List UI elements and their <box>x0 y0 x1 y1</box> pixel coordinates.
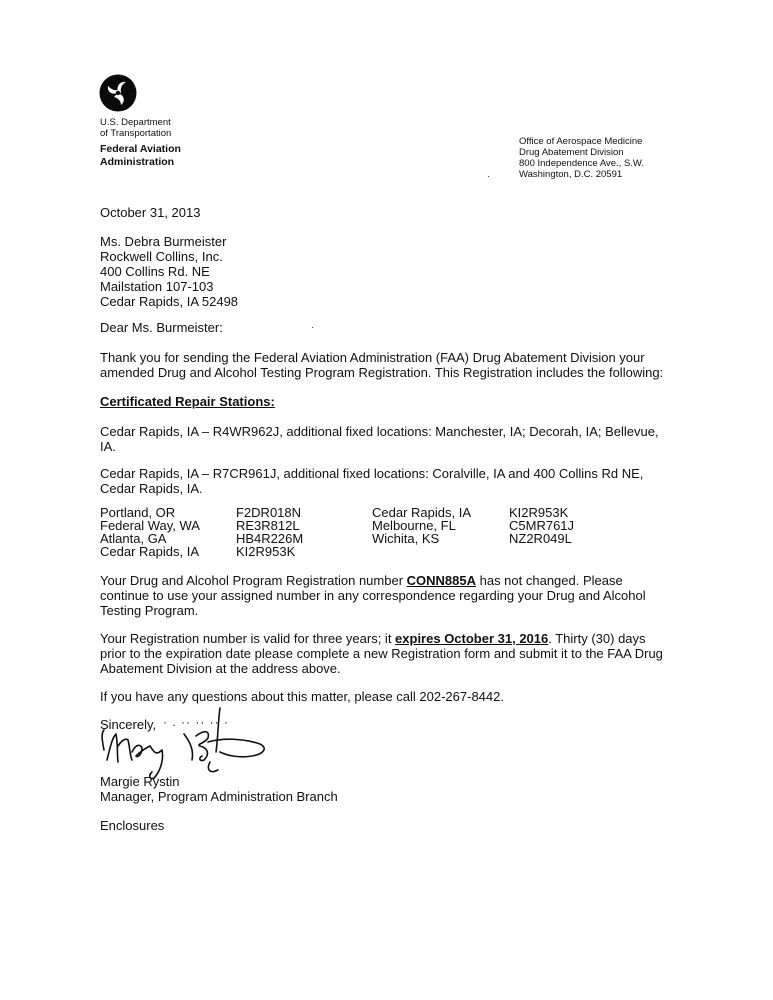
paragraph-line: Cedar Rapids, IA – R4WR962J, additional fixed locations: Manchester, IA; Decorah, IA; Bellevue, <box>100 424 659 439</box>
salutation: Dear Ms. Burmeister: <box>100 320 223 335</box>
section-heading: Certificated Repair Stations: <box>100 394 275 409</box>
paragraph-line: Thank you for sending the Federal Aviation Administration (FAA) Drug Abatement Division your <box>100 350 645 365</box>
intro-paragraph <box>100 350 663 380</box>
stations-table <box>100 506 620 558</box>
paragraph-line <box>100 631 663 646</box>
office-line: Drug Abatement Division <box>519 147 624 158</box>
text-run: Your Drug and Alcohol Program Registration number <box>100 573 407 588</box>
registration-paragraph <box>100 573 646 618</box>
enclosures-note: Enclosures <box>100 818 165 833</box>
registration-number: CONN885A <box>406 573 476 588</box>
address-line: 400 Collins Rd. NE <box>100 264 210 279</box>
expiration-date: expires October 31, 2016 <box>395 631 549 646</box>
table-cell-location: Cedar Rapids, IA <box>372 505 471 520</box>
letter-date: October 31, 2013 <box>100 205 201 220</box>
recipient-address <box>100 234 238 309</box>
closing: Sincerely, <box>100 717 157 732</box>
validity-paragraph <box>100 631 663 676</box>
table-cell-location: Melbourne, FL <box>372 518 456 533</box>
table-cell-code: NZ2R049L <box>509 531 572 546</box>
paragraph-line: prior to the expiration date please complete a new Registration form and submit it to the FAA Drug <box>100 646 663 661</box>
agency-line: U.S. Department <box>100 117 171 128</box>
scan-speck: · <box>311 322 314 332</box>
signature-dots: · . ·· ·· ·· · <box>163 715 229 729</box>
table-cell-code: KI2R953K <box>236 544 296 559</box>
table-cell-location: Federal Way, WA <box>100 518 200 533</box>
text-run: . Thirty (30) days <box>548 631 646 646</box>
paragraph-line: amended Drug and Alcohol Testing Program Registration. This Registration includes the following: <box>100 365 664 380</box>
paragraph-line <box>100 573 646 588</box>
signer-title: Manager, Program Administration Branch <box>100 789 338 804</box>
office-line: Washington, D.C. 20591 <box>519 169 623 180</box>
address-line: Cedar Rapids, IA 52498 <box>100 294 239 309</box>
table-cell-code: KI2R953K <box>509 505 569 520</box>
paragraph-line: Cedar Rapids, IA. <box>100 481 203 496</box>
paragraph-line: Abatement Division at the address above. <box>100 661 341 676</box>
table-cell-location: Portland, OR <box>100 505 176 520</box>
agency-line: of Transportation <box>100 128 172 139</box>
office-line: 800 Independence Ave., S.W. <box>519 158 645 169</box>
scan-speck: · <box>487 171 490 181</box>
paragraph-line: Testing Program. <box>100 603 199 618</box>
table-row <box>100 545 620 558</box>
paragraph-line: Cedar Rapids, IA – R7CR961J, additional fixed locations: Coralville, IA and 400 Collins Rd NE, <box>100 466 644 481</box>
address-line: Mailstation 107-103 <box>100 279 214 294</box>
table-cell-code: HB4R226M <box>236 531 304 546</box>
address-line: Rockwell Collins, Inc. <box>100 249 223 264</box>
agency-name: Administration <box>100 156 175 168</box>
address-line: Ms. Debra Burmeister <box>100 234 227 249</box>
paragraph-line: IA. <box>100 439 116 454</box>
table-cell-location: Cedar Rapids, IA <box>100 544 199 559</box>
text-run: has not changed. Please <box>476 573 623 588</box>
table-cell-location: Atlanta, GA <box>100 531 167 546</box>
questions-line: If you have any questions about this matter, please call 202-267-8442. <box>100 689 504 704</box>
handwritten-signature <box>92 700 282 782</box>
office-address-block <box>519 136 719 180</box>
signer-name: Margie Rystin <box>100 774 180 789</box>
triskelion-logo-icon <box>99 74 137 112</box>
table-cell-location: Wichita, KS <box>372 531 440 546</box>
dot-logo-icon <box>99 74 137 112</box>
table-cell-code: F2DR018N <box>236 505 302 520</box>
paragraph-line: continue to use your assigned number in any correspondence regarding your Drug and Alcohol <box>100 588 646 603</box>
table-cell-code: RE3R812L <box>236 518 300 533</box>
station-entry <box>100 466 643 496</box>
station-entry <box>100 424 659 454</box>
text-run: Your Registration number is valid for three years; it <box>100 631 396 646</box>
office-line: Office of Aerospace Medicine <box>519 136 643 147</box>
agency-name: Federal Aviation <box>100 143 181 155</box>
table-cell-code: C5MR761J <box>509 518 575 533</box>
agency-block <box>100 117 260 169</box>
